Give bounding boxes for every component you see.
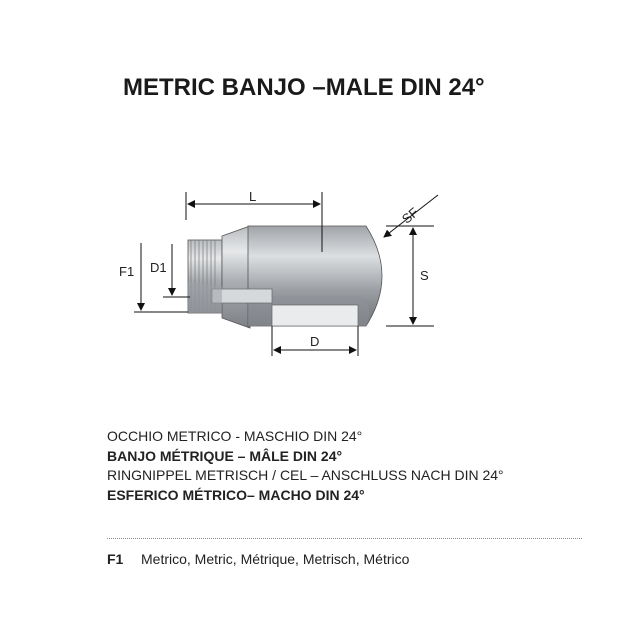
banjo-body	[188, 226, 382, 328]
label-l: L	[249, 189, 257, 204]
dimension-f1	[119, 243, 188, 312]
legend-f1	[107, 551, 409, 567]
dotted-separator	[107, 538, 582, 539]
description-italian: OCCHIO METRICO - MASCHIO DIN 24°	[107, 428, 363, 444]
dimension-s	[386, 226, 434, 326]
description-german: RINGNIPPEL METRISCH / CEL – ANSCHLUSS NACH DIN 24°	[107, 467, 504, 483]
dimension-d1	[150, 244, 190, 297]
label-d: D	[310, 334, 320, 349]
description-french: BANJO MÉTRIQUE – MÂLE DIN 24°	[107, 447, 343, 464]
label-f1: F1	[119, 264, 135, 279]
label-d1: D1	[150, 260, 167, 275]
label-sf: SF	[398, 204, 422, 227]
dimension-sf	[384, 195, 438, 237]
page-title: METRIC BANJO –MALE DIN 24°	[123, 74, 485, 101]
label-s: S	[420, 268, 429, 283]
legend-code: F1	[107, 551, 124, 567]
dimension-d	[272, 326, 358, 356]
description-spanish: ESFERICO MÉTRICO– MACHO DIN 24°	[107, 486, 365, 503]
legend-text: Metrico, Metric, Métrique, Metrisch, Métrico	[141, 551, 410, 567]
multilingual-description	[107, 427, 504, 505]
